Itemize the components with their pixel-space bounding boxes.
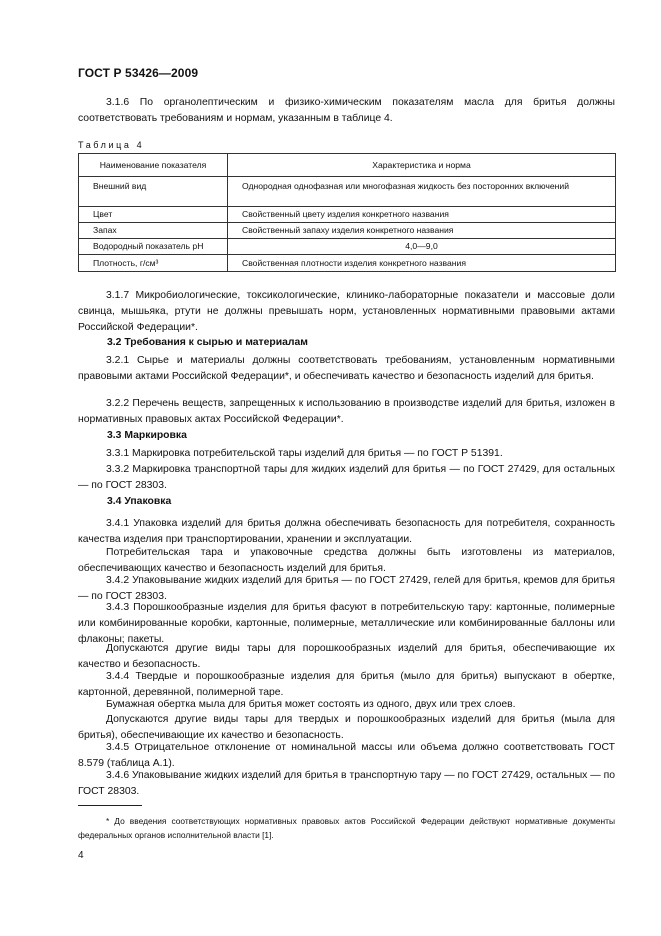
paragraph-3-4-6: 3.4.6 Упаковывание жидких изделий для бритья в транспортную тару — по ГОСТ 27429, остальных — по ГОСТ 28303. (78, 770, 615, 797)
column-header-norm: Характеристика и норма (228, 154, 616, 177)
table-4 (78, 153, 616, 272)
paragraph-3-4-4-c: Допускаются другие виды тары для твердых и порошкообразных изделий для бритья (мыла для бритья), обеспечивающие их качество и безопасность. (78, 714, 615, 741)
paragraph-3-4-4: 3.4.4 Твердые и порошкообразные изделия для бритья (мыло для бритья) выпускают в обертке, картонной, деревянной, полимерной таре. (78, 671, 615, 698)
column-header-indicator: Наименование показателя (79, 154, 228, 177)
table-row (79, 223, 616, 239)
section-heading-3-4: 3.4 Упаковка (107, 496, 172, 507)
paragraph-3-4-1: 3.4.1 Упаковка изделий для бритья должна обеспечивать безопасность для потребителя, сохранность качества изделия при транспортировании, хранении и эксплуатации. (78, 518, 615, 545)
section-heading-3-3: 3.3 Маркировка (107, 430, 187, 441)
paragraph-3-4-3: 3.4.3 Порошкообразные изделия для бритья фасуют в потребительскую тару: картонные, полимерные или комбинированные коробки, картонные, полимерные, металлические или комбинированные баллоны или флаконы; пакеты. (78, 602, 615, 645)
table-row (79, 207, 616, 223)
table-row (79, 177, 616, 207)
table-cell-name: Цвет (79, 207, 228, 223)
table-cell-value: Свойственный запаху изделия конкретного названия (228, 223, 616, 239)
table-cell-name: Водородный показатель pH (79, 239, 228, 255)
table-cell-name: Запах (79, 223, 228, 239)
table-cell-value: Свойственный цвету изделия конкретного названия (228, 207, 616, 223)
paragraph-3-3-2: 3.3.2 Маркировка транспортной тары для жидких изделий для бритья — по ГОСТ 27429, для остальных — по ГОСТ 28303. (78, 464, 615, 491)
section-heading-3-2: 3.2 Требования к сырью и материалам (107, 337, 308, 348)
paragraph-3-4-2: 3.4.2 Упаковывание жидких изделий для бритья — по ГОСТ 27429, гелей для бритья, кремов для бритья — по ГОСТ 28303. (78, 575, 615, 602)
paragraph-3-4-1-b: Потребительская тара и упаковочные средства должны быть изготовлены из материалов, обеспечивающих качество и безопасность изделий для бритья. (78, 547, 615, 574)
paragraph-3-4-4-b: Бумажная обертка мыла для бритья может состоять из одного, двух или трех слоев. (106, 699, 516, 710)
table-cell-name: Плотность, г/см³ (79, 255, 228, 272)
table-cell-value: Однородная однофазная или многофазная жидкость без посторонних включений (228, 177, 616, 207)
table-caption: Таблица 4 (78, 140, 145, 150)
paragraph-3-3-1: 3.3.1 Маркировка потребительской тары изделий для бритья — по ГОСТ Р 51391. (106, 448, 503, 459)
table-cell-value: 4,0—9,0 (228, 239, 616, 255)
paragraph-3-4-5: 3.4.5 Отрицательное отклонение от номинальной массы или объема должно соответствовать ГОСТ 8.579 (таблица А.1). (78, 742, 615, 769)
table-row (79, 255, 616, 272)
table-cell-value: Свойственная плотности изделия конкретного названия (228, 255, 616, 272)
table-row (79, 239, 616, 255)
page-number: 4 (78, 850, 84, 861)
paragraph-3-2-1: 3.2.1 Сырье и материалы должны соответствовать требованиям, установленным нормативными правовыми актами Российской Федерации*, и обеспечивать качество и безопасность изделий для бритья. (78, 355, 615, 382)
paragraph-3-4-3-b: Допускаются другие виды тары для порошкообразных изделий для бритья, обеспечивающие их качество и безопасность. (78, 643, 615, 670)
table-header-row (79, 154, 616, 177)
footnote-divider (78, 805, 142, 806)
footnote: * До введения соответствующих нормативных правовых актов Российской Федерации действуют нормативные документы федеральных органов исполнительной власти [1]. (78, 816, 615, 840)
paragraph-3-1-7: 3.1.7 Микробиологические, токсикологические, клинико-лабораторные показатели и массовые доли свинца, мышьяка, ртути не должны превышать норм, установленных нормативными правовыми актами Российской Федерации*. (78, 290, 615, 333)
table-cell-name: Внешний вид (79, 177, 228, 207)
paragraph-3-2-2: 3.2.2 Перечень веществ, запрещенных к использованию в производстве изделий для бритья, изложен в нормативных правовых актах Российской Федерации*. (78, 398, 615, 425)
paragraph-3-1-6: 3.1.6 По органолептическим и физико-химическим показателям масла для бритья должны соответствовать требованиям и нормам, указанным в таблице 4. (78, 97, 615, 124)
document-header: ГОСТ Р 53426—2009 (78, 66, 199, 80)
